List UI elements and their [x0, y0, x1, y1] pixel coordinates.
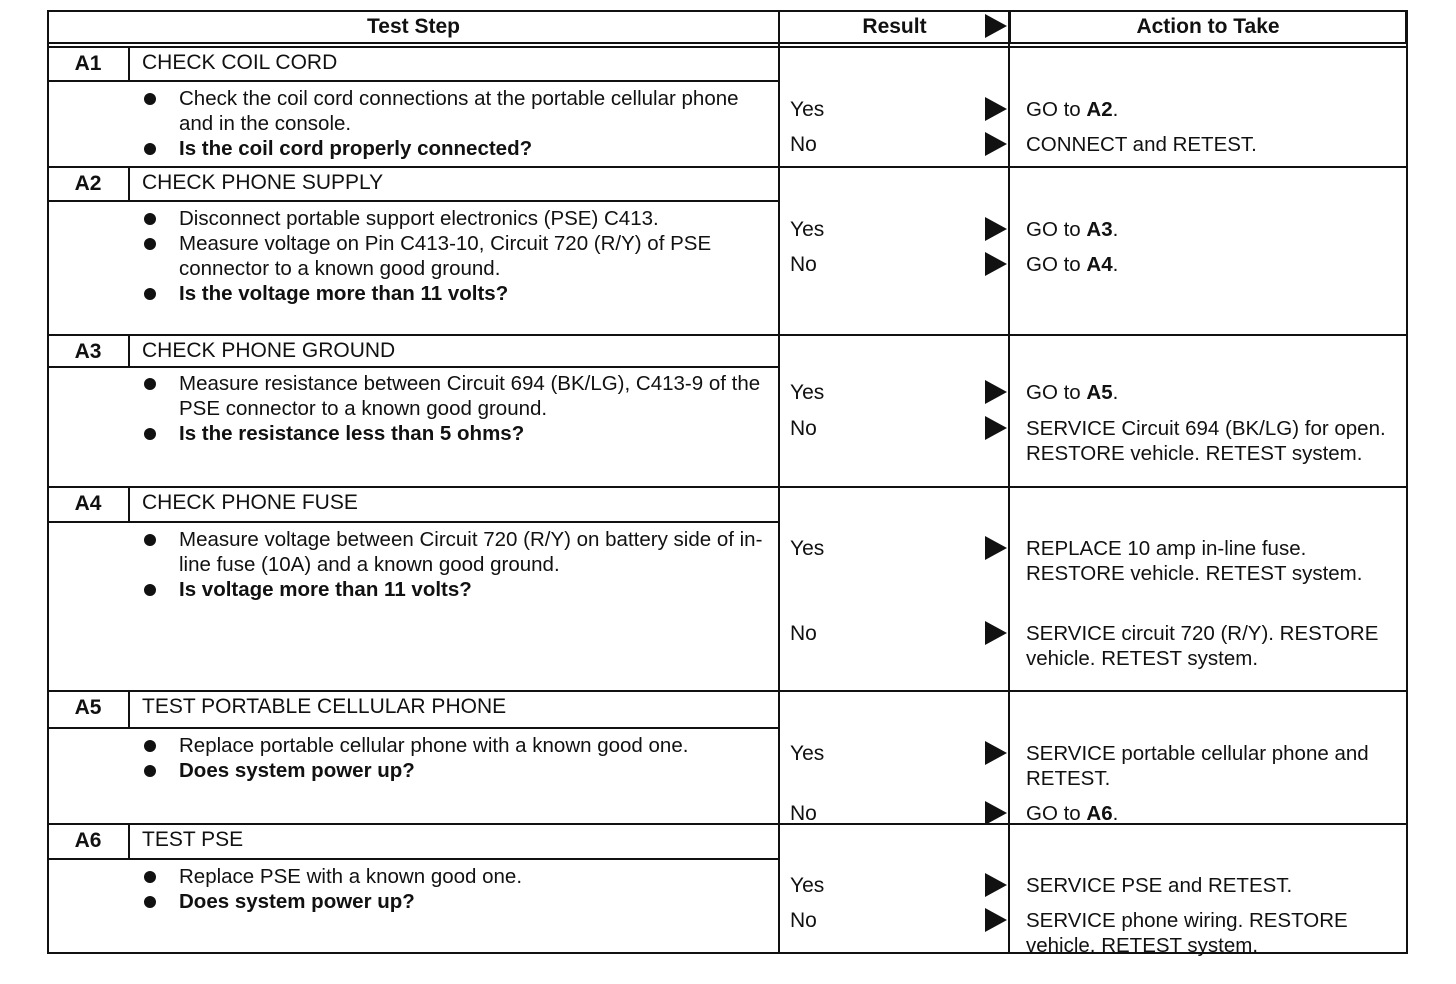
- header-result: [778, 10, 1011, 44]
- title-divider: [47, 366, 780, 368]
- header-arrow-icon: [985, 14, 1007, 38]
- result-no: No: [790, 802, 817, 825]
- step-question: [139, 421, 769, 446]
- step-instruction: [139, 527, 769, 577]
- title-divider: [47, 80, 780, 82]
- arrow-right-icon: [985, 801, 1007, 825]
- title-divider: [47, 858, 780, 860]
- action-to-take: [1026, 252, 1396, 277]
- arrow-right-icon: [985, 97, 1007, 121]
- step-instruction: [139, 206, 769, 231]
- action-text: SERVICE portable cellular phone and RETEST.: [1026, 742, 1369, 790]
- arrow-right-icon: [985, 873, 1007, 897]
- step-instructions: [139, 733, 769, 783]
- step-title: CHECK PHONE FUSE: [142, 491, 358, 514]
- bullet-text: Measure voltage on Pin C413-10, Circuit 720 (R/Y) of PSE connector to a known good ground.: [179, 232, 712, 280]
- step-id: A2: [74, 172, 102, 195]
- action-text: SERVICE circuit 720 (R/Y). RESTORE vehicle. RETEST system.: [1026, 622, 1379, 670]
- bullet-text: Replace portable cellular phone with a known good one.: [179, 734, 689, 757]
- action-column-divider: [1008, 10, 1010, 954]
- bullet-text: Measure voltage between Circuit 720 (R/Y) on battery side of in-line fuse (10A) and a known good ground.: [179, 528, 763, 576]
- action-text: GO to: [1026, 381, 1087, 404]
- action-target-step: A3: [1086, 218, 1113, 241]
- action-text: GO to: [1026, 802, 1087, 825]
- step-question: [139, 281, 769, 306]
- action-to-take: [1026, 536, 1396, 586]
- row-divider: [47, 46, 1408, 48]
- step-instructions: [139, 86, 769, 161]
- header-action: [1009, 10, 1407, 44]
- header-action-label: Action to Take: [1136, 15, 1280, 38]
- step-instruction: [139, 231, 769, 281]
- result-yes: Yes: [790, 874, 825, 897]
- action-to-take: [1026, 416, 1396, 466]
- action-text: CONNECT and RETEST.: [1026, 133, 1257, 156]
- action-target-step: A5: [1086, 381, 1113, 404]
- bullet-text: Is voltage more than 11 volts?: [179, 578, 472, 601]
- bullet-icon: [144, 765, 156, 777]
- header-result-label: Result: [862, 15, 927, 38]
- action-target-step: A2: [1086, 98, 1113, 121]
- result-yes: Yes: [790, 218, 825, 241]
- step-title: CHECK COIL CORD: [142, 51, 338, 74]
- arrow-right-icon: [985, 132, 1007, 156]
- action-text: GO to: [1026, 218, 1087, 241]
- action-punctuation: .: [1112, 253, 1119, 276]
- step-instruction: [139, 733, 769, 758]
- bullet-icon: [144, 93, 156, 105]
- bullet-text: Is the resistance less than 5 ohms?: [179, 422, 525, 445]
- bullet-text: Is the coil cord properly connected?: [179, 137, 533, 160]
- step-instructions: [139, 527, 769, 602]
- header-test-step: [47, 10, 780, 44]
- bullet-icon: [144, 740, 156, 752]
- action-to-take: [1026, 908, 1396, 958]
- result-column-divider: [778, 10, 780, 954]
- step-title: CHECK PHONE GROUND: [142, 339, 396, 362]
- table-right-border: [1406, 10, 1408, 954]
- arrow-right-icon: [985, 252, 1007, 276]
- result-no: No: [790, 133, 817, 156]
- step-question: [139, 758, 769, 783]
- action-to-take: [1026, 132, 1396, 157]
- action-target-step: A4: [1086, 253, 1113, 276]
- step-instruction: [139, 864, 769, 889]
- bullet-icon: [144, 871, 156, 883]
- action-text: GO to: [1026, 98, 1087, 121]
- bullet-icon: [144, 288, 156, 300]
- arrow-right-icon: [985, 536, 1007, 560]
- action-text: SERVICE Circuit 694 (BK/LG) for open. RESTORE vehicle. RETEST system.: [1026, 417, 1386, 465]
- bullet-icon: [144, 213, 156, 225]
- action-to-take: [1026, 801, 1396, 826]
- result-yes: Yes: [790, 537, 825, 560]
- bullet-icon: [144, 238, 156, 250]
- result-no: No: [790, 417, 817, 440]
- action-punctuation: .: [1112, 381, 1119, 404]
- bullet-text: Replace PSE with a known good one.: [179, 865, 523, 888]
- bullet-icon: [144, 584, 156, 596]
- step-title: TEST PORTABLE CELLULAR PHONE: [142, 695, 507, 718]
- arrow-right-icon: [985, 380, 1007, 404]
- step-instruction: [139, 86, 769, 136]
- step-instructions: [139, 206, 769, 306]
- row-divider: [47, 486, 1408, 488]
- bullet-text: Does system power up?: [179, 759, 415, 782]
- step-id: A3: [74, 340, 102, 363]
- action-to-take: [1026, 217, 1396, 242]
- bullet-icon: [144, 143, 156, 155]
- action-punctuation: .: [1112, 98, 1119, 121]
- step-question: [139, 889, 769, 914]
- row-divider: [47, 690, 1408, 692]
- table-left-border: [47, 10, 49, 954]
- result-yes: Yes: [790, 98, 825, 121]
- action-text: SERVICE phone wiring. RESTORE vehicle. RETEST system.: [1026, 909, 1348, 957]
- arrow-right-icon: [985, 416, 1007, 440]
- header-test-step-label: Test Step: [367, 15, 460, 38]
- bullet-text: Does system power up?: [179, 890, 415, 913]
- step-instructions: [139, 864, 769, 914]
- bullet-text: Measure resistance between Circuit 694 (BK/LG), C413-9 of the PSE connector to a known good ground.: [179, 372, 761, 420]
- action-text: GO to: [1026, 253, 1087, 276]
- arrow-right-icon: [985, 217, 1007, 241]
- result-no: No: [790, 909, 817, 932]
- bullet-icon: [144, 896, 156, 908]
- step-title: CHECK PHONE SUPPLY: [142, 171, 384, 194]
- result-yes: Yes: [790, 742, 825, 765]
- action-target-step: A6: [1086, 802, 1113, 825]
- arrow-right-icon: [985, 621, 1007, 645]
- action-to-take: [1026, 97, 1396, 122]
- arrow-right-icon: [985, 908, 1007, 932]
- result-no: No: [790, 622, 817, 645]
- step-instruction: [139, 371, 769, 421]
- row-divider: [47, 334, 1408, 336]
- action-to-take: [1026, 621, 1396, 671]
- step-id: A6: [74, 829, 102, 852]
- bullet-icon: [144, 534, 156, 546]
- step-id: A5: [74, 696, 102, 719]
- step-question: [139, 577, 769, 602]
- bullet-icon: [144, 378, 156, 390]
- title-divider: [47, 200, 780, 202]
- action-punctuation: .: [1112, 218, 1119, 241]
- title-divider: [47, 521, 780, 523]
- action-punctuation: .: [1112, 802, 1119, 825]
- result-no: No: [790, 253, 817, 276]
- bullet-text: Is the voltage more than 11 volts?: [179, 282, 509, 305]
- step-question: [139, 136, 769, 161]
- title-divider: [47, 727, 780, 729]
- action-to-take: [1026, 741, 1396, 791]
- action-to-take: [1026, 380, 1396, 405]
- step-id: A1: [74, 52, 102, 75]
- action-text: SERVICE PSE and RETEST.: [1026, 874, 1293, 897]
- step-id: A4: [74, 492, 102, 515]
- result-yes: Yes: [790, 381, 825, 404]
- bullet-text: Check the coil cord connections at the portable cellular phone and in the console.: [179, 87, 739, 135]
- action-to-take: [1026, 873, 1396, 898]
- row-divider: [47, 166, 1408, 168]
- bullet-icon: [144, 428, 156, 440]
- arrow-right-icon: [985, 741, 1007, 765]
- step-instructions: [139, 371, 769, 446]
- step-title: TEST PSE: [142, 828, 244, 851]
- action-text: REPLACE 10 amp in-line fuse. RESTORE vehicle. RETEST system.: [1026, 537, 1363, 585]
- bullet-text: Disconnect portable support electronics (PSE) C413.: [179, 207, 659, 230]
